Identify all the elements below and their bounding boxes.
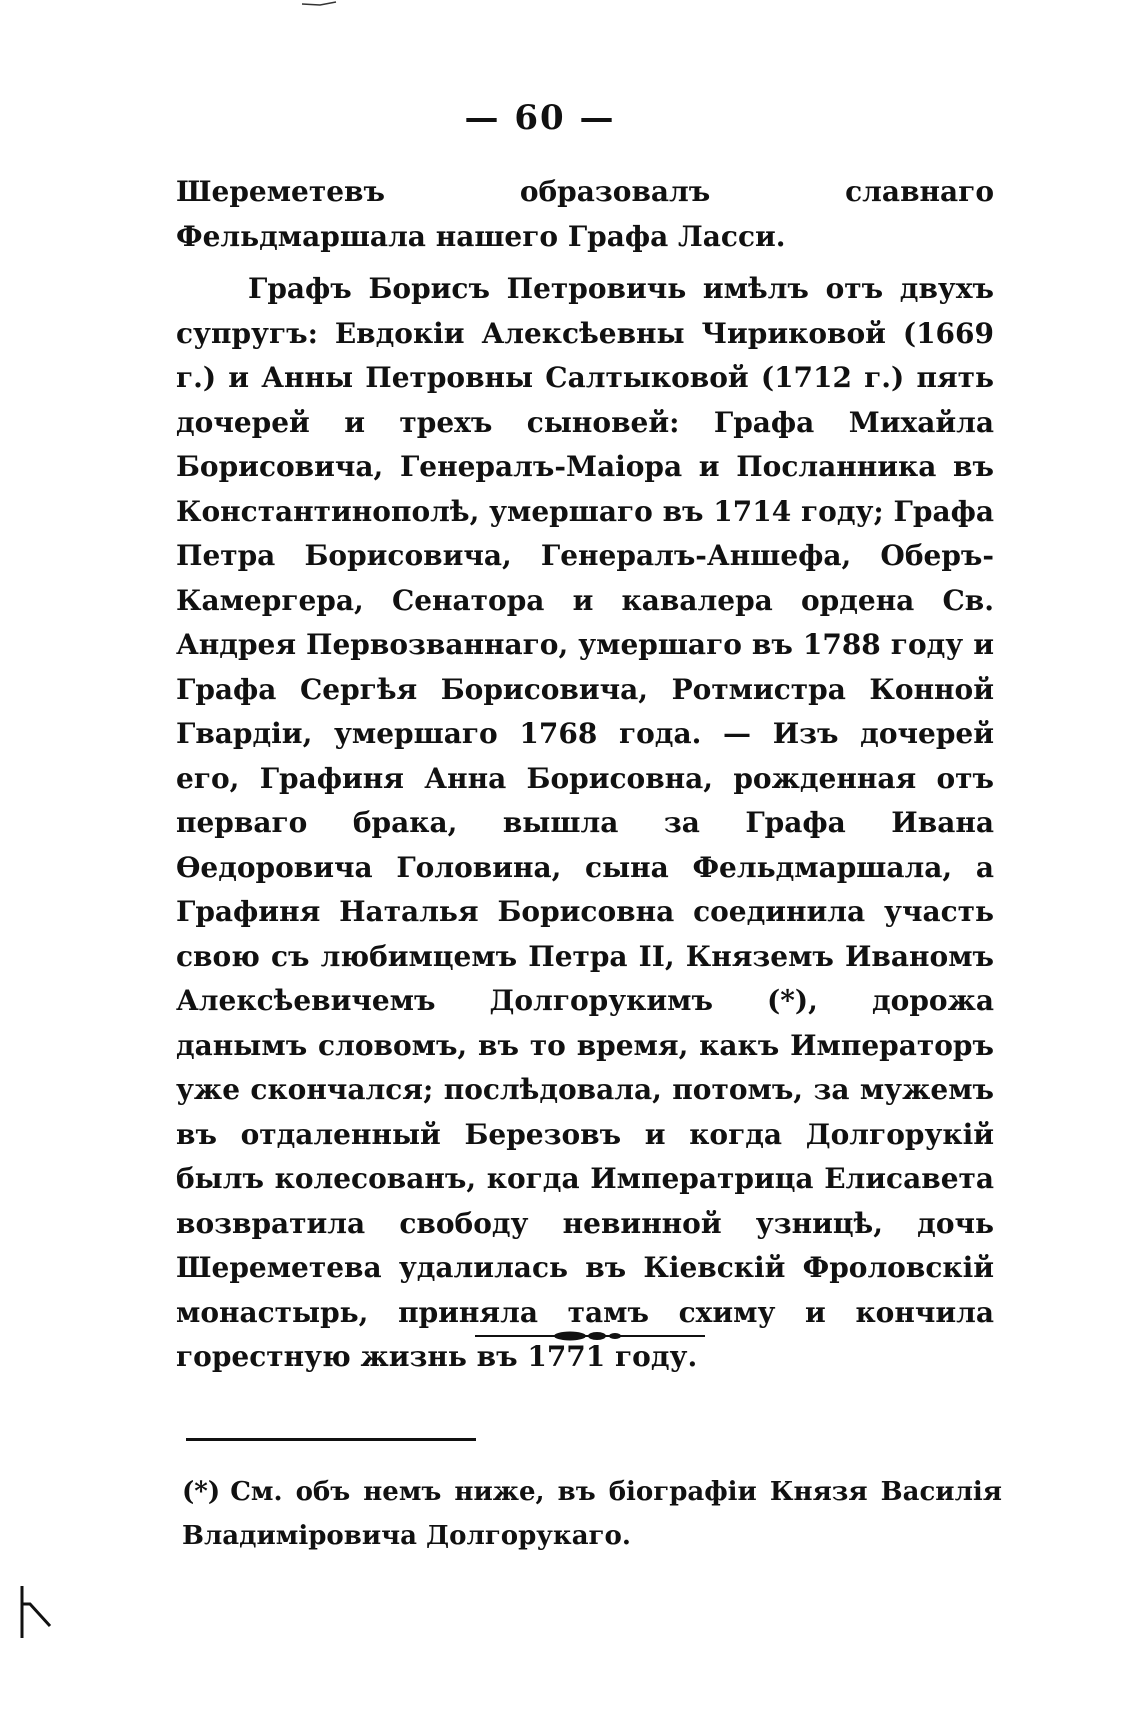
page-number: — 60 — (464, 98, 616, 138)
footnote (182, 1470, 1002, 1558)
scan-corner-mark (18, 1582, 58, 1642)
paragraph-1: Шереметевъ образовалъ славнаго Фельдмаршала нашего Графа Ласси. (176, 175, 994, 253)
footnote-text: См. объ немъ ниже, въ біографіи Князя Василія Владиміровича Долгорукаго. (182, 1477, 1002, 1551)
footnote-mark: (*) (182, 1477, 221, 1507)
paragraph-2: Графъ Борисъ Петровичь имѣлъ отъ двухъ супругъ: Евдокіи Алексѣевны Чириковой (1669 г.) и Анны Петровны Салтыковой (1712 г.) пять дочерей и трехъ сыновей: Графа Михайла Борисовича, Генералъ-Маіора и Посланника въ Константинополѣ, умершаго въ 1714 году; Графа Петра Борисовича, Генералъ-Аншефа, Оберъ-Камергера, Сенатора и кавалера ордена Св. Андрея Первозваннаго, умершаго въ 1788 году и Графа Сергѣя Борисовича, Ротмистра Конной Гвардіи, умершаго 1768 года. — Изъ дочерей его, Графиня Анна Борисовна, рожденная отъ перваго брака, вышла за Графа Ивана Ѳедоровича Головина, сына Фельдмаршала, а Графиня Наталья Борисовна соединила участь свою съ любимцемъ Петра II, Княземъ Иваномъ Алексѣевичемъ Долгорукимъ (*), дорожа данымъ словомъ, въ то время, какъ Императоръ уже скончался; послѣдовала, потомъ, за мужемъ въ отдаленный Березовъ и когда Долгорукій былъ колесованъ, когда Императрица Елисавета возвратила свободу невинной узницѣ, дочь Шереметева удалилась въ Кіевскій Фроловскій монастырь, приняла тамъ схиму и кончила горестную жизнь въ 1771 году. (176, 272, 994, 1373)
section-divider-ornament (475, 1330, 705, 1342)
footnote-separator (186, 1438, 476, 1441)
main-text (176, 170, 994, 1380)
scan-artifact-mark (300, 0, 340, 12)
